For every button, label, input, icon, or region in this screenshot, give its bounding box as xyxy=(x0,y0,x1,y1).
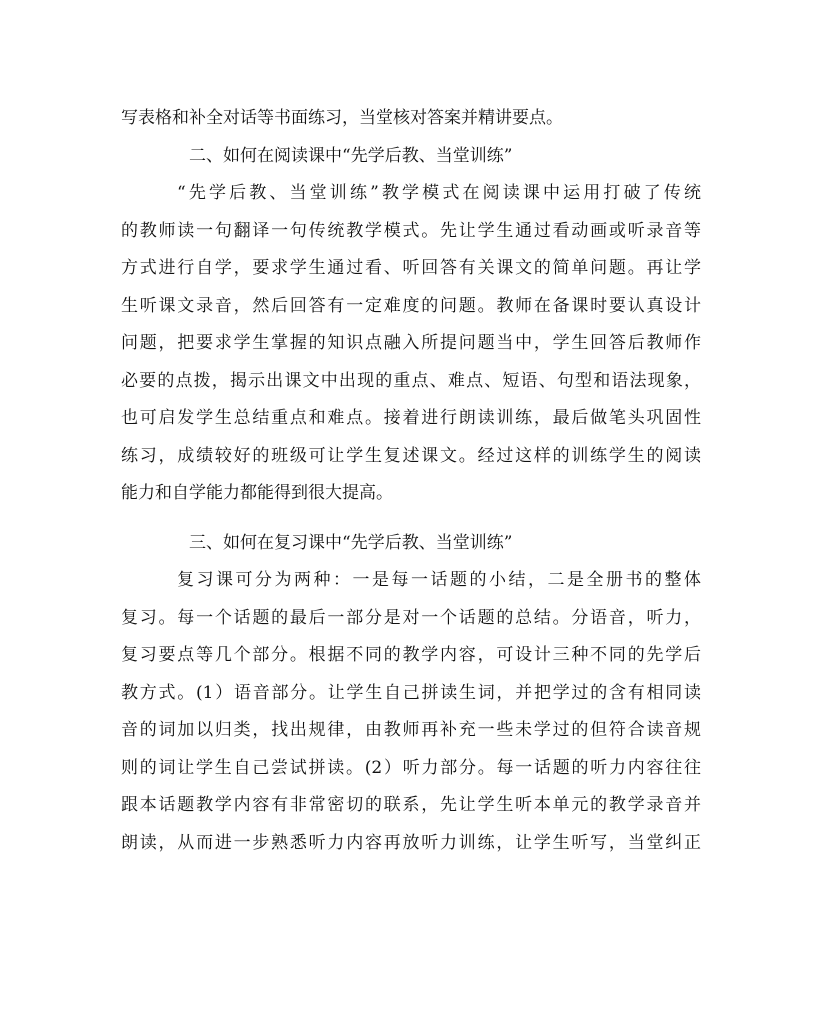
paragraph-line: 生听课文录音，然后回答有一定难度的问题。教师在备课时要认真设计 xyxy=(121,295,701,316)
paragraph-line: 复习要点等几个部分。根据不同的教学内容，可设计三种不同的先学后 xyxy=(121,645,701,665)
paragraph-spacing xyxy=(121,513,701,525)
paragraph-line: 练习，成绩较好的班级可让学生复述课文。经过这样的训练学生的阅读 xyxy=(121,445,701,466)
paragraph-line: 则的词让学生自己尝试拼读。(2）听力部分。每一话题的听力内容往往 xyxy=(121,757,701,778)
paragraph-line: 复习课可分为两种：一是每一话题的小结，二是全册书的整体 xyxy=(177,570,701,590)
paragraph-line: 复习。每一个话题的最后一部分是对一个话题的总结。分语音，听力， xyxy=(121,607,701,628)
paragraph-line: 音的词加以归类，找出规律，由教师再补充一些未学过的但符合读音规 xyxy=(121,720,701,740)
document-body xyxy=(121,100,701,862)
paragraph-line: 朗读，从而进一步熟悉听力内容再放听力训练，让学生听写，当堂纠正 xyxy=(121,832,701,853)
paragraph-line: 跟本话题教学内容有非常密切的联系，先让学生听本单元的教学录音并 xyxy=(121,795,701,815)
paragraph-line: 教方式。(1）语音部分。让学生自己拼读生词，并把学过的含有相同读 xyxy=(121,682,701,703)
paragraph-line: 写表格和补全对话等书面练习，当堂核对答案并精讲要点。 xyxy=(121,108,563,128)
paragraph-line: 也可启发学生总结重点和难点。接着进行朗读训练，最后做笔头巩固性 xyxy=(121,408,701,428)
section-heading-review: 三、如何在复习课中“先学后教、当堂训练” xyxy=(189,532,513,553)
paragraph-line: 必要的点拨，揭示出课文中出现的重点、难点、短语、句型和语法现象， xyxy=(121,370,701,391)
paragraph-line: 问题，把要求学生掌握的知识点融入所提问题当中，学生回答后教师作 xyxy=(121,333,701,353)
paragraph-line: 的教师读一句翻译一句传统教学模式。先让学生通过看动画或听录音等 xyxy=(121,220,701,241)
paragraph-line: 方式进行自学，要求学生通过看、听回答有关课文的简单问题。再让学 xyxy=(121,258,701,278)
paragraph-line: 能力和自学能力都能得到很大提高。 xyxy=(121,483,393,503)
section-heading-reading: 二、如何在阅读课中“先学后教、当堂训练” xyxy=(189,145,513,166)
paragraph-line: “先学后教、当堂训练”教学模式在阅读课中运用打破了传统 xyxy=(177,183,701,203)
